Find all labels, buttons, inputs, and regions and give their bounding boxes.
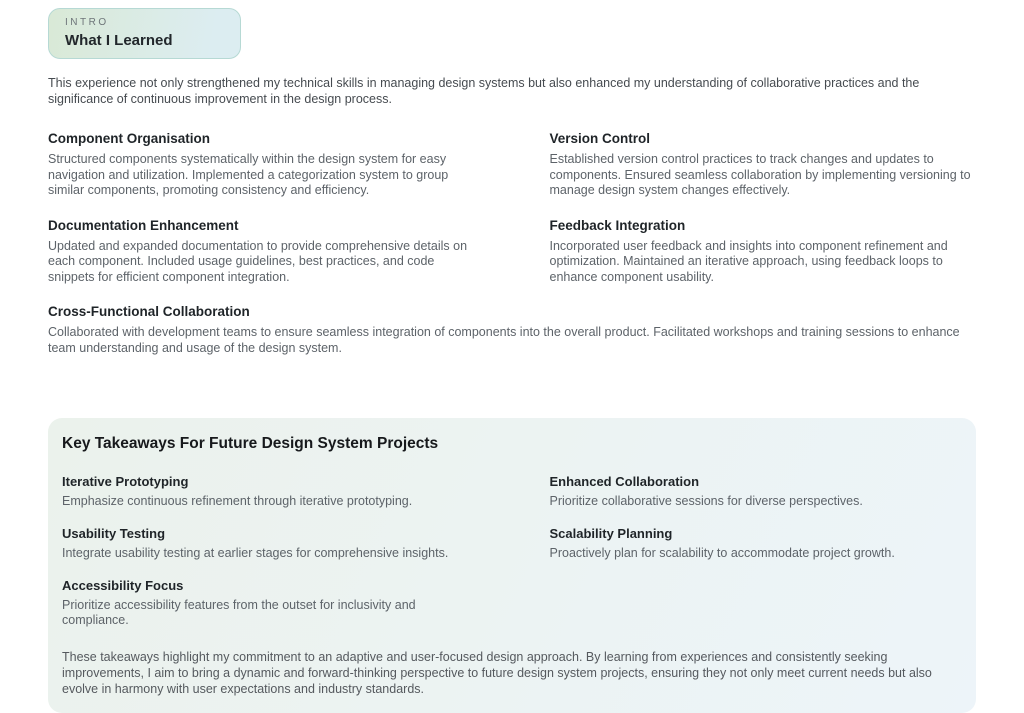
learned-sections — [48, 131, 976, 356]
takeaway-body: Prioritize accessibility features from the outset for inclusivity and compliance. — [62, 598, 416, 627]
section-body: Established version control practices to track changes and updates to components. Ensured seamless collaboration by implementing versioning to manage design system changes effectively. — [549, 152, 971, 197]
section-title: Version Control — [549, 131, 651, 146]
intro-eyebrow: INTRO — [65, 17, 109, 28]
takeaway-body: Emphasize continuous refinement through iterative prototyping. — [62, 494, 413, 508]
takeaway-title: Accessibility Focus — [62, 578, 184, 593]
takeaway-title: Usability Testing — [62, 526, 166, 541]
intro-badge-title: What I Learned — [65, 32, 173, 49]
section-body: Updated and expanded documentation to provide comprehensive details on each component. Included usage guidelines, best practices, and code snippets for efficient component integration. — [48, 238, 468, 284]
section-body: Incorporated user feedback and insights into component refinement and optimization. Maintained an iterative approach, using feedback loops to enhance component usability. — [549, 238, 948, 284]
section-component-organisation — [48, 131, 475, 199]
key-takeaways-card — [48, 418, 976, 713]
section-cross-functional-collaboration — [48, 304, 976, 356]
takeaways-closing-paragraph: These takeaways highlight my commitment to an adaptive and user-focused design approach. By learning from experiences and consistently seeking improvements, I aim to bring a dynamic and forward-thinking perspective to future design system projects, ensuring they not only meet current needs but also evolve in harmony with user expectations and industry standards. — [62, 650, 932, 696]
intro-badge — [48, 8, 241, 59]
takeaways-grid — [62, 474, 962, 628]
section-title: Cross-Functional Collaboration — [48, 304, 250, 319]
takeaway-iterative-prototyping — [62, 474, 475, 509]
section-body: Structured components systematically within the design system for easy navigation and utilization. Implemented a categorization system to group similar components, promoting consistency and efficiency. — [48, 152, 449, 197]
section-title: Feedback Integration — [549, 217, 686, 233]
section-feedback-integration — [550, 218, 977, 286]
takeaway-title: Iterative Prototyping — [62, 474, 189, 489]
takeaway-accessibility-focus — [62, 578, 475, 628]
section-title: Component Organisation — [48, 131, 210, 146]
section-version-control — [550, 131, 977, 199]
intro-paragraph: This experience not only strengthened my technical skills in managing design systems but also enhanced my understanding of collaborative practices and the significance of continuous improvement in the design process. — [48, 76, 920, 106]
takeaway-scalability-planning — [550, 526, 963, 561]
takeaway-title: Scalability Planning — [549, 526, 673, 541]
takeaway-enhanced-collaboration — [550, 474, 963, 509]
section-body: Collaborated with development teams to ensure seamless integration of components into the overall product. Facilitated workshops and training sessions to enhance team understanding and usage of the design system. — [48, 325, 960, 355]
takeaway-title: Enhanced Collaboration — [549, 474, 700, 489]
takeaway-body: Prioritize collaborative sessions for diverse perspectives. — [549, 494, 863, 508]
takeaway-body: Proactively plan for scalability to accommodate project growth. — [549, 546, 895, 560]
takeaway-usability-testing — [62, 526, 475, 561]
takeaway-body: Integrate usability testing at earlier stages for comprehensive insights. — [62, 546, 449, 560]
section-documentation-enhancement — [48, 218, 475, 286]
takeaways-title: Key Takeaways For Future Design System Projects — [62, 435, 439, 452]
section-title: Documentation Enhancement — [48, 217, 239, 233]
